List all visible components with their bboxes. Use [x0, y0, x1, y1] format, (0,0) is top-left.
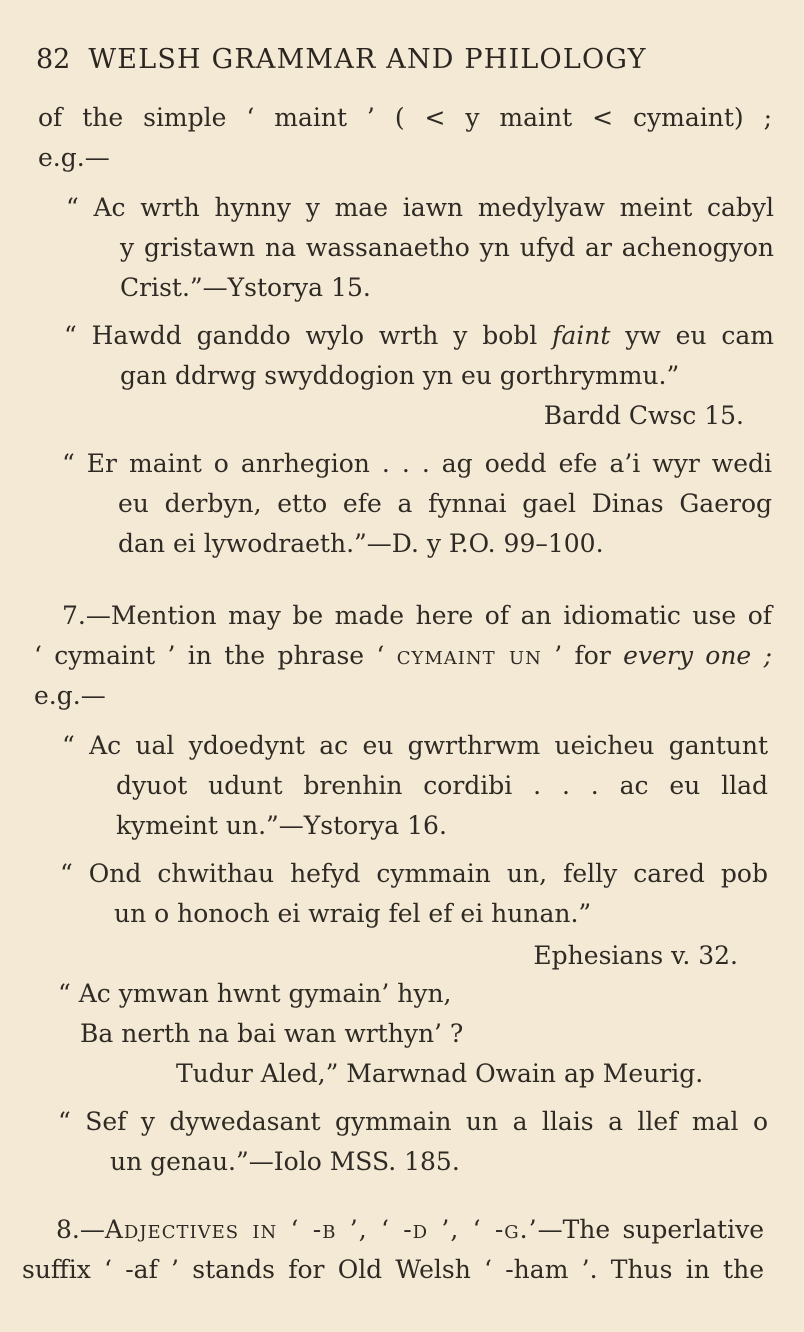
- quote-line: “ Ond chwithau hefyd cymmain un, felly cared pob: [60, 859, 768, 888]
- quote-text: yw eu cam: [610, 321, 774, 350]
- section-8-text: 8.—: [56, 1215, 105, 1244]
- intro-line-1: of the simple ‘ maint ’ ( < y maint < cymaint) ;: [38, 103, 772, 132]
- section-7-small-caps: cymaint un: [396, 641, 542, 670]
- quote-iolo-mss: [58, 1102, 768, 1182]
- quote-line: “ Sef y dywedasant gymmain un a llais a llef mal o: [58, 1107, 768, 1136]
- quote-bardd-cwsc: [62, 316, 774, 436]
- section-7-line-2: [34, 636, 772, 676]
- quote-ystorya-15: [62, 188, 774, 308]
- quote-line: gan ddrwg swyddogion yn eu gorthrymmu.”: [120, 361, 680, 390]
- section-7-emphasis: every one ;: [623, 641, 772, 670]
- quote-line: un genau.”—Iolo MSS. 185.: [110, 1147, 460, 1176]
- quote-line: “ Er maint o anrhegion . . . ag oedd efe a’i wyr wedi: [62, 449, 772, 478]
- page-number: 82: [36, 44, 71, 75]
- section-7-line-1: 7.—Mention may be made here of an idiomatic use of: [62, 601, 772, 630]
- quote-source: Ephesians v. 32.: [533, 941, 738, 970]
- quote-line: Crist.”—Ystorya 15.: [120, 273, 371, 302]
- quote-source: Bardd Cwsc 15.: [543, 401, 744, 430]
- verse-line: “ Ac ymwan hwnt gymain’ hyn,: [58, 979, 452, 1008]
- section-8-text: —The superlative: [537, 1215, 764, 1244]
- quote-d-y-p-o: [62, 444, 772, 564]
- running-head: [36, 40, 756, 80]
- quote-line: kymeint un.”—Ystorya 16.: [116, 811, 447, 840]
- quote-line: eu derbyn, etto efe a fynnai gael Dinas Gaerog: [118, 489, 772, 518]
- quote-source: Tudur Aled,” Marwnad Owain ap Meurig.: [176, 1059, 704, 1088]
- quote-line: dyuot udunt brenhin cordibi . . . ac eu llad: [116, 771, 768, 800]
- intro-eg: e.g.—: [38, 143, 110, 172]
- quote-text: “ Hawdd ganddo wylo wrth y bobl: [64, 321, 553, 350]
- quote-line: [62, 316, 774, 356]
- quote-ephesians: [60, 854, 768, 976]
- section-8-line-1: [56, 1210, 764, 1250]
- quote-ystorya-16: [62, 726, 768, 846]
- section-8-small-caps: Adjectives in ‘ -b ’, ‘ -d ’, ‘ -g.’: [104, 1215, 538, 1244]
- quote-tudur-aled: [58, 974, 748, 1094]
- quote-line: “ Ac ual ydoedynt ac eu gwrthrwm ueicheu gantunt: [62, 731, 768, 760]
- quote-emphasis: faint: [552, 321, 611, 350]
- section-8-line-2: suffix ‘ -af ’ stands for Old Welsh ‘ -ham ’. Thus in the: [22, 1255, 764, 1284]
- quote-line: un o honoch ei wraig fel ef ei hunan.”: [114, 899, 592, 928]
- verse-line: Ba nerth na bai wan wrthyn’ ?: [80, 1019, 464, 1048]
- section-7-eg: e.g.—: [34, 681, 106, 710]
- running-title: WELSH GRAMMAR AND PHILOLOGY: [88, 44, 647, 75]
- section-7-text: ‘ cymaint ’ in the phrase ‘: [34, 641, 397, 670]
- quote-line: dan ei lywodraeth.”—D. y P.O. 99–100.: [118, 529, 604, 558]
- quote-line: y gristawn na wassanaetho yn ufyd ar achenogyon: [120, 233, 774, 262]
- section-7-text: ’ for: [541, 641, 624, 670]
- quote-line: “ Ac wrth hynny y mae iawn medylyaw meint cabyl: [66, 193, 774, 222]
